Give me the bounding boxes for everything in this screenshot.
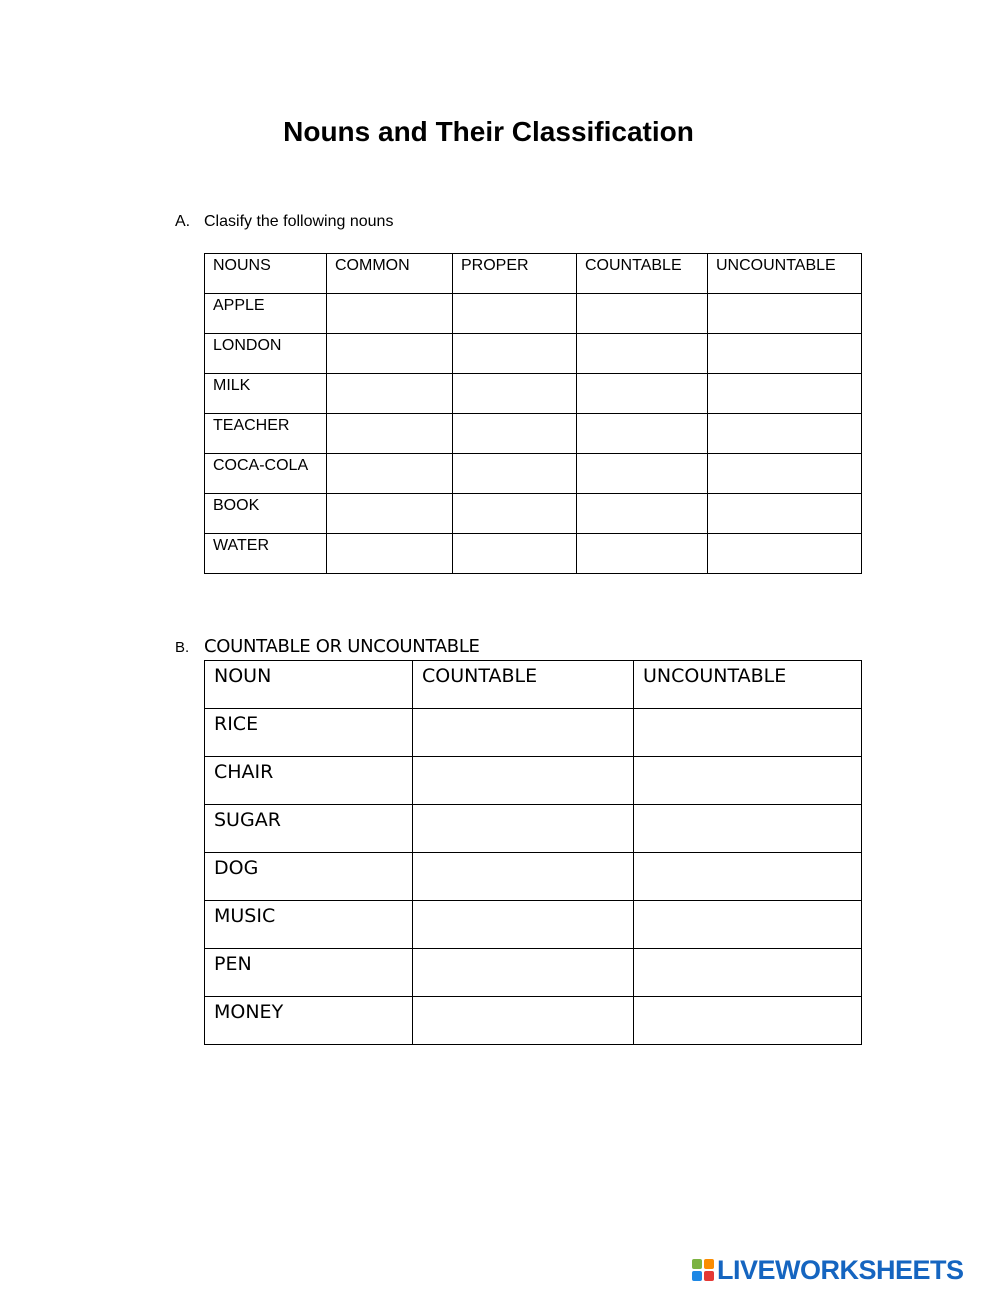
table-row bbox=[205, 901, 862, 949]
logo-text: LIVEWORKSHEETS bbox=[717, 1254, 964, 1285]
answer-cell-uncountable[interactable] bbox=[708, 294, 862, 334]
answer-cell-uncountable[interactable] bbox=[708, 454, 862, 494]
answer-cell-countable[interactable] bbox=[413, 757, 634, 805]
section-a-letter: A. bbox=[175, 213, 191, 230]
answer-cell-proper[interactable] bbox=[453, 494, 577, 534]
answer-cell-countable[interactable] bbox=[577, 494, 708, 534]
answer-cell-proper[interactable] bbox=[453, 534, 577, 574]
noun-cell: RICE bbox=[205, 709, 413, 757]
answer-cell-common[interactable] bbox=[327, 454, 453, 494]
table-row bbox=[205, 414, 862, 454]
table-row bbox=[205, 454, 862, 494]
header-nouns: NOUNS bbox=[205, 254, 327, 294]
answer-cell-uncountable[interactable] bbox=[708, 374, 862, 414]
table-row bbox=[205, 949, 862, 997]
answer-cell-common[interactable] bbox=[327, 414, 453, 454]
table-row bbox=[205, 757, 862, 805]
table-row bbox=[205, 805, 862, 853]
noun-cell: COCA-COLA bbox=[205, 454, 327, 494]
noun-cell: TEACHER bbox=[205, 414, 327, 454]
answer-cell-proper[interactable] bbox=[453, 374, 577, 414]
answer-cell-uncountable[interactable] bbox=[634, 805, 862, 853]
answer-cell-countable[interactable] bbox=[577, 414, 708, 454]
logo-mark-square-green bbox=[692, 1259, 702, 1269]
noun-cell: WATER bbox=[205, 534, 327, 574]
answer-cell-countable[interactable] bbox=[577, 454, 708, 494]
logo-mark-square-red bbox=[704, 1271, 714, 1281]
noun-cell: DOG bbox=[205, 853, 413, 901]
liveworksheets-logo bbox=[692, 1255, 964, 1285]
answer-cell-proper[interactable] bbox=[453, 454, 577, 494]
header-uncountable: UNCOUNTABLE bbox=[634, 661, 862, 709]
answer-cell-countable[interactable] bbox=[577, 334, 708, 374]
section-b-instruction bbox=[175, 636, 480, 658]
noun-cell: MILK bbox=[205, 374, 327, 414]
answer-cell-common[interactable] bbox=[327, 494, 453, 534]
logo-mark-square-blue bbox=[692, 1271, 702, 1281]
table-header-row bbox=[205, 254, 862, 294]
answer-cell-uncountable[interactable] bbox=[634, 853, 862, 901]
answer-cell-uncountable[interactable] bbox=[708, 534, 862, 574]
table-row bbox=[205, 534, 862, 574]
logo-mark-square-orange bbox=[704, 1259, 714, 1269]
table-row bbox=[205, 334, 862, 374]
answer-cell-countable[interactable] bbox=[413, 901, 634, 949]
header-common: COMMON bbox=[327, 254, 453, 294]
answer-cell-countable[interactable] bbox=[413, 949, 634, 997]
page-title: Nouns and Their Classification bbox=[283, 116, 694, 147]
answer-cell-proper[interactable] bbox=[453, 294, 577, 334]
answer-cell-uncountable[interactable] bbox=[634, 901, 862, 949]
noun-cell: MONEY bbox=[205, 997, 413, 1045]
answer-cell-countable[interactable] bbox=[413, 805, 634, 853]
noun-cell: BOOK bbox=[205, 494, 327, 534]
answer-cell-countable[interactable] bbox=[577, 374, 708, 414]
table-row bbox=[205, 494, 862, 534]
table-row bbox=[205, 853, 862, 901]
table-row bbox=[205, 294, 862, 334]
answer-cell-uncountable[interactable] bbox=[634, 997, 862, 1045]
logo-mark-icon bbox=[692, 1259, 714, 1281]
header-uncountable: UNCOUNTABLE bbox=[708, 254, 862, 294]
section-a-text: Clasify the following nouns bbox=[204, 213, 394, 230]
answer-cell-proper[interactable] bbox=[453, 334, 577, 374]
answer-cell-uncountable[interactable] bbox=[634, 709, 862, 757]
answer-cell-common[interactable] bbox=[327, 294, 453, 334]
answer-cell-common[interactable] bbox=[327, 534, 453, 574]
countable-uncountable-table bbox=[204, 660, 862, 1045]
table-row bbox=[205, 374, 862, 414]
answer-cell-countable[interactable] bbox=[577, 534, 708, 574]
table-header-row bbox=[205, 661, 862, 709]
answer-cell-uncountable[interactable] bbox=[634, 949, 862, 997]
section-b-text: COUNTABLE OR UNCOUNTABLE bbox=[204, 636, 480, 657]
answer-cell-countable[interactable] bbox=[413, 709, 634, 757]
answer-cell-uncountable[interactable] bbox=[708, 414, 862, 454]
answer-cell-uncountable[interactable] bbox=[708, 494, 862, 534]
answer-cell-countable[interactable] bbox=[413, 997, 634, 1045]
noun-cell: SUGAR bbox=[205, 805, 413, 853]
answer-cell-uncountable[interactable] bbox=[708, 334, 862, 374]
noun-cell: APPLE bbox=[205, 294, 327, 334]
noun-cell: CHAIR bbox=[205, 757, 413, 805]
answer-cell-countable[interactable] bbox=[577, 294, 708, 334]
answer-cell-uncountable[interactable] bbox=[634, 757, 862, 805]
answer-cell-countable[interactable] bbox=[413, 853, 634, 901]
table-row bbox=[205, 709, 862, 757]
header-noun: NOUN bbox=[205, 661, 413, 709]
header-countable: COUNTABLE bbox=[577, 254, 708, 294]
noun-cell: PEN bbox=[205, 949, 413, 997]
header-proper: PROPER bbox=[453, 254, 577, 294]
table-row bbox=[205, 997, 862, 1045]
answer-cell-common[interactable] bbox=[327, 374, 453, 414]
noun-classification-table bbox=[204, 253, 862, 574]
answer-cell-common[interactable] bbox=[327, 334, 453, 374]
section-a-instruction bbox=[175, 213, 393, 231]
section-b-letter: B. bbox=[175, 639, 190, 656]
noun-cell: MUSIC bbox=[205, 901, 413, 949]
header-countable: COUNTABLE bbox=[413, 661, 634, 709]
answer-cell-proper[interactable] bbox=[453, 414, 577, 454]
noun-cell: LONDON bbox=[205, 334, 327, 374]
